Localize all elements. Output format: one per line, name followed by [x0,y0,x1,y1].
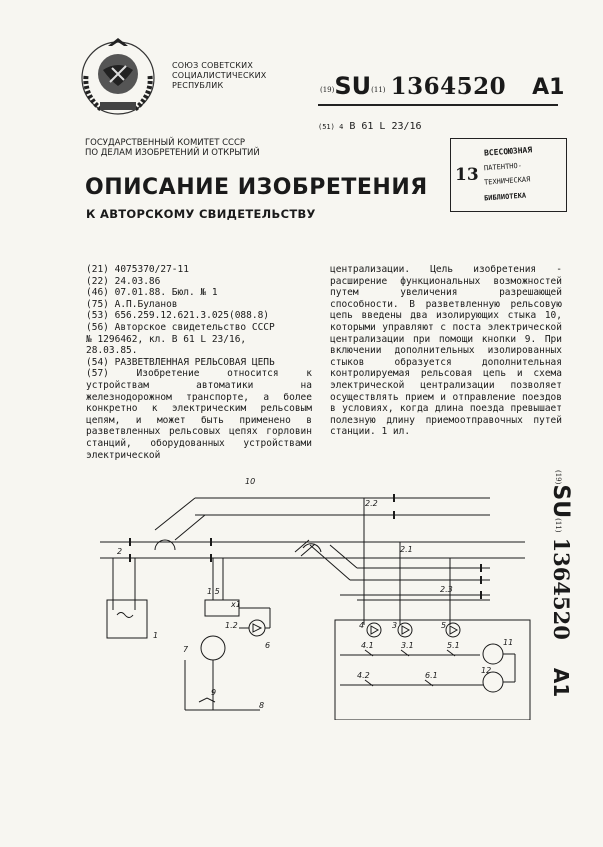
stamp-line-1: ВСЕСОЮЗНАЯ [483,145,533,158]
side-kind-code: A1 [549,667,573,698]
abstract-continuation: централизации. Цель изобретения - расширение функциональных возможностей путем увеличения разрешающей способности. В разветвленную рельсовую цепь введены два изолирующих стыка 10, которыми управляют с поста электрической централизации при помощи кнопки 9. При включении дополнительных изолированных стыков образуется дополнительная контролируемая рельсовая цепь и схема электрической централизации позволяет осуществлять прием и отправление поездов в условиях, когда длина поезда превышает полезную длину приемоотправочных путей станции. 1 ил. [330,264,562,438]
label-1-5: 1.5 [207,587,220,596]
country-name [172,61,302,91]
code-11: (11) [371,86,386,94]
document-subtitle: К АВТОРСКОМУ СВИДЕТЕЛЬСТВУ [86,207,316,221]
bibliographic-column [86,264,312,461]
committee [85,138,325,158]
ipc-class: B 61 L 23/16 [349,121,422,132]
label-6-1: 6.1 [425,671,438,680]
label-5: 5 [441,621,447,630]
kind-code: A1 [532,75,565,100]
label-1: 1 [153,631,159,640]
committee-line-1: ГОСУДАРСТВЕННЫЙ КОМИТЕТ СССР [85,138,246,148]
patent-number-line [320,72,565,100]
label-4-2: 4.2 [357,671,370,680]
document-title: ОПИСАНИЕ ИЗОБРЕТЕНИЯ [85,175,428,200]
country-line-1: СОЮЗ СОВЕТСКИХ [172,61,254,70]
ussr-emblem-icon [78,36,158,118]
side-country-code: SU [548,484,573,519]
field-75: (75) А.П.Буланов [86,298,178,310]
label-x1: x1 [231,600,241,609]
side-code-11: (11) [554,518,562,533]
label-12: 12 [481,666,492,675]
classification [318,121,422,132]
field-53: (53) 656.259.12.621.3.025(088.8) [86,310,270,322]
field-56: (56) Авторское свидетельство СССР [86,321,275,333]
country-code: SU [334,72,372,100]
stamp-number: 13 [455,165,479,185]
stamp-line-3: ТЕХНИЧЕСКАЯ [483,175,531,187]
label-2-1: 2.1 [400,545,413,554]
code-51: (51) 4 [318,123,344,131]
circuit-diagram [95,470,545,720]
label-2-2: 2.2 [365,499,378,508]
stamp-line-4: БИБЛИОТЕКА [483,191,527,203]
country-line-2: СОЦИАЛИСТИЧЕСКИХ [172,71,267,80]
side-patent-number-text: 1364520 [549,537,574,640]
label-10: 10 [245,477,256,486]
field-54: (54) РАЗВЕТВЛЕННАЯ РЕЛЬСОВАЯ ЦЕПЬ [86,356,275,368]
label-5-1: 5.1 [447,641,460,650]
label-1-2: 1.2 [225,621,238,630]
side-code-19: (19) [554,470,562,485]
country-line-3: РЕСПУБЛИК [172,81,224,90]
library-stamp [450,138,567,212]
label-2-3: 2.3 [440,585,453,594]
label-4: 4 [359,621,365,630]
field-56-date: 28.03.85. [86,345,138,357]
label-6: 6 [265,641,271,650]
code-19: (19) [320,86,335,94]
stamp-line-2: ПАТЕНТНО- [483,161,523,173]
label-3: 3 [392,621,398,630]
label-9: 9 [211,688,217,697]
header-rule [318,104,558,106]
label-11: 11 [503,638,514,647]
side-patent-number [548,470,578,698]
label-8: 8 [259,701,265,710]
patent-number: 1364520 [390,73,507,100]
field-46: (46) 07.01.88. Бюл. № 1 [86,287,218,299]
field-56-cont: № 1296462, кл. В 61 L 23/16, [86,333,247,345]
field-21: (21) 4075370/27-11 [86,264,189,275]
field-22: (22) 24.03.86 [86,275,161,287]
committee-line-2: ПО ДЕЛАМ ИЗОБРЕТЕНИЙ И ОТКРЫТИЙ [85,148,260,158]
label-2: 2 [117,547,123,556]
label-4-1: 4.1 [361,641,374,650]
label-3-1: 3.1 [401,641,414,650]
abstract-start: (57) Изобретение относится к устройствам автоматики на железнодорожном транспорте, а более конкретно к электрическим рельсовым цепям, и может быть применено в разветвленных рельсовых цепях горловин станций, оборудованных устройствами электрической [86,368,312,461]
label-7: 7 [183,645,189,654]
